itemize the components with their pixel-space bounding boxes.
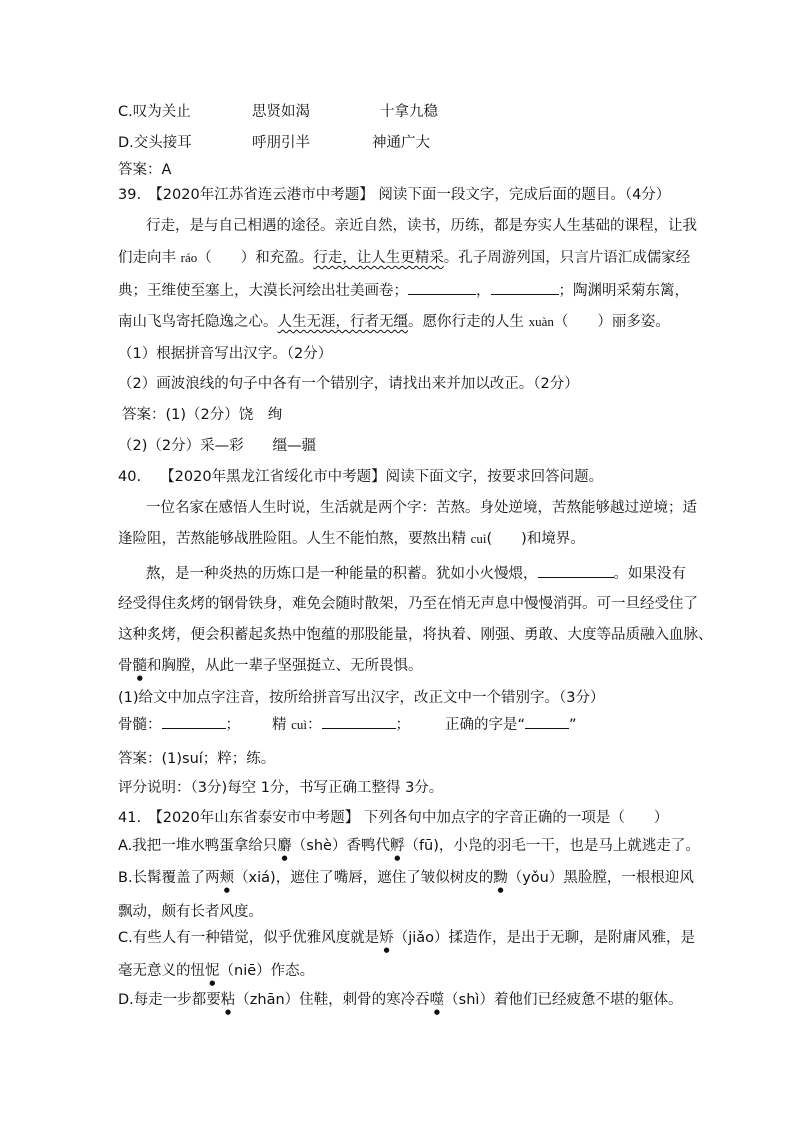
dotted-char-zhan: 粘	[220, 992, 236, 1008]
fill-blank-cui[interactable]	[322, 714, 396, 729]
dotted-char-sui: 髓	[132, 658, 147, 674]
q40-fill-3-end: ”	[569, 717, 577, 733]
q40-para-line-3	[146, 563, 686, 584]
q39-sep: ，	[476, 283, 491, 299]
q40-para-line-4: 经受得住炙烤的钢骨铁身，难免会随时散架，乃至在悄无声息中慢慢消弭。可一旦经受住了	[118, 596, 698, 612]
q41-text: （zhān）住鞋，刺骨的寒冷吞	[235, 992, 430, 1008]
pinyin-rao: ráo	[180, 250, 198, 265]
q40-para-line-1: 一位名家在感悟人生时说，生活就是两个字：苦熬。身处逆境，苦熬能够越过逆境；适	[146, 500, 697, 516]
q41-text: （shè）香鸭代	[291, 838, 390, 854]
q40-para-line-6	[118, 656, 423, 682]
q40-sub-question-1: (1)给文中加点字注音，按所给拼音写出汉字，改正文中一个错别字。（3分）	[118, 690, 605, 706]
dotted-char-xia: 颊	[219, 870, 235, 886]
option-d-label: D.交头接耳	[118, 135, 192, 151]
q39-para-line-2	[118, 248, 690, 268]
q41-text: （niē）作态。	[219, 963, 315, 979]
q40-scoring-note: 评分说明：（3分)每空 1分，书写正确工整得 3分。	[118, 780, 444, 796]
q40-fill-2-colon: ：	[307, 717, 322, 733]
fill-blank-correct[interactable]	[525, 714, 569, 729]
q41-option-d	[118, 990, 682, 1016]
q40-text: 骨	[118, 658, 133, 674]
q40-fill-1-label: 骨髓：	[118, 717, 162, 733]
q41-text: A.我把一堆水鸭蛋拿给只	[118, 838, 278, 854]
dotted-char-jiao: 矫	[379, 930, 394, 946]
q39-text: 典；王维使至塞上，大漠长河绘出壮美画卷；	[118, 283, 408, 299]
wavy-sentence-1: 行走，让人生更精采	[313, 250, 444, 266]
q39-text: 。愿你行走的人生	[408, 314, 529, 330]
option-d-word-2: 呼朋引半	[252, 135, 310, 151]
q41-text: D.每走一步都要	[118, 992, 221, 1008]
q39-header: 39. 【2020年江苏省连云港市中考题】 阅读下面一段文字，完成后面的题目。（4分）	[118, 187, 671, 203]
q39-answer-2: （2)（2分）采—彩 缰—疆	[118, 438, 317, 454]
pinyin-cui-2: cuì	[291, 717, 307, 732]
q39-sub-question-1: （1）根据拼音写出汉字。（2分）	[118, 346, 333, 362]
q40-fill-2	[272, 714, 410, 735]
q39-para-line-3	[118, 280, 689, 301]
q40-fill-3-label: 正确的字是“	[445, 717, 526, 733]
q39-text: 南山飞鸟寄托隐逸之心。	[118, 314, 278, 330]
fill-blank-1[interactable]	[408, 280, 476, 295]
dotted-char-nie: 怩	[205, 963, 220, 979]
q39-para-line-4	[118, 312, 670, 332]
q40-text: 和胸膛，从此一辈子坚强挺立、无所畏惧。	[147, 658, 423, 674]
q40-answer: 答案：(1)suí；粹；练。	[118, 751, 276, 767]
q41-option-c-line-1	[118, 928, 695, 954]
q40-fill-1-end: ；	[225, 717, 240, 733]
q40-para-line-5: 这种炙烤，便会积蓄起炙热中饱蕴的那股能量，将执着、刚强、勇敢、大度等品质融入血脉、	[118, 627, 713, 643]
option-c-label: C.叹为关止	[118, 104, 191, 120]
fill-blank-sui[interactable]	[162, 714, 226, 729]
dotted-char-fu: 孵	[389, 838, 405, 854]
pinyin-cui: cuì	[470, 531, 487, 546]
fill-blank-2[interactable]	[491, 280, 559, 295]
q41-option-b-line-1	[118, 868, 694, 894]
pinyin-xuan: xuàn	[528, 314, 554, 329]
q40-text: 。如果没有	[613, 566, 686, 582]
option-d-word-3: 神通广大	[372, 135, 430, 151]
dotted-char-shi: 噬	[429, 992, 445, 1008]
q41-option-c-line-2	[118, 961, 314, 987]
q40-fill-1	[118, 714, 240, 735]
q40-fill-2-end: ；	[395, 717, 410, 733]
q41-text: （xiá)，遮住了嘴唇，遮住了皱似树皮的	[234, 870, 494, 886]
option-c-row	[118, 102, 718, 122]
q41-option-b-line-2: 飘动，颇有长者风度。	[118, 904, 263, 920]
option-c-word-3: 十拿九稳	[380, 104, 438, 120]
fill-blank-3[interactable]	[538, 563, 614, 578]
q41-text: 毫无意义的忸	[118, 963, 205, 979]
q39-sub-question-2: （2）画波浪线的句子中各有一个错别字，请找出来并加以改正。（2分）	[118, 376, 579, 392]
q41-text: B.长髯覆盖了两	[118, 870, 220, 886]
q39-text: ；陶渊明采菊东篱，	[558, 283, 689, 299]
q39-text: 们走向丰	[118, 250, 181, 266]
q40-para-line-2	[118, 529, 585, 549]
option-c-word-2: 思贤如渴	[252, 104, 310, 120]
q39-answer-1: 答案：(1)（2分）饶 绚	[122, 407, 283, 423]
q41-text: （yǒu）黑脸膛，一根根迎风	[507, 870, 694, 886]
q40-fill-row	[118, 714, 718, 734]
q40-header: 40. 【2020年黑龙江省绥化市中考题】阅读下面文字，按要求回答问题。	[118, 469, 604, 485]
q40-fill-2-label: 精	[272, 717, 292, 733]
q41-option-a	[118, 836, 700, 862]
q40-blank-cui: ( )和境界。	[486, 531, 585, 547]
q39-blank-xuan: （ ）丽多姿。	[553, 314, 670, 330]
q40-text: 逢险阻，苦熬能够战胜险阻。人生不能怕熬，要熬出精	[118, 531, 471, 547]
q41-text: （jiǎo）揉造作，是出于无聊，是附庸风雅，是	[393, 930, 696, 946]
q39-blank-rao: （ ）和充盈。	[197, 250, 314, 266]
q41-header: 41. 【2020年山东省泰安市中考题】 下列各句中加点字的字音正确的一项是（ ）	[118, 810, 669, 826]
q41-text: （fū)，小凫的羽毛一干，也是马上就逃走了。	[404, 838, 700, 854]
wavy-sentence-2: 人生无涯，行者无缰	[277, 314, 408, 330]
q41-text: C.有些人有一种错觉，似乎优雅风度就是	[118, 930, 380, 946]
q40-text: 熬，是一种炎热的历炼口是一种能量的积蓄。犹如小火慢煨，	[146, 566, 538, 582]
q39-para-line-1: 行走，是与自己相遇的途径。亲近自然，读书，历练，都是夯实人生基础的课程，让我	[146, 218, 697, 234]
q40-fill-3	[445, 714, 577, 735]
q39-text: 。孔子周游列国，只言片语汇成儒家经	[443, 250, 691, 266]
q41-text: （shì）着他们已经疲惫不堪的躯体。	[444, 992, 683, 1008]
option-d-row	[118, 133, 718, 153]
dotted-char-she: 麝	[277, 838, 292, 854]
prev-answer: 答案：A	[118, 162, 172, 178]
dotted-char-you: 黝	[493, 870, 508, 886]
